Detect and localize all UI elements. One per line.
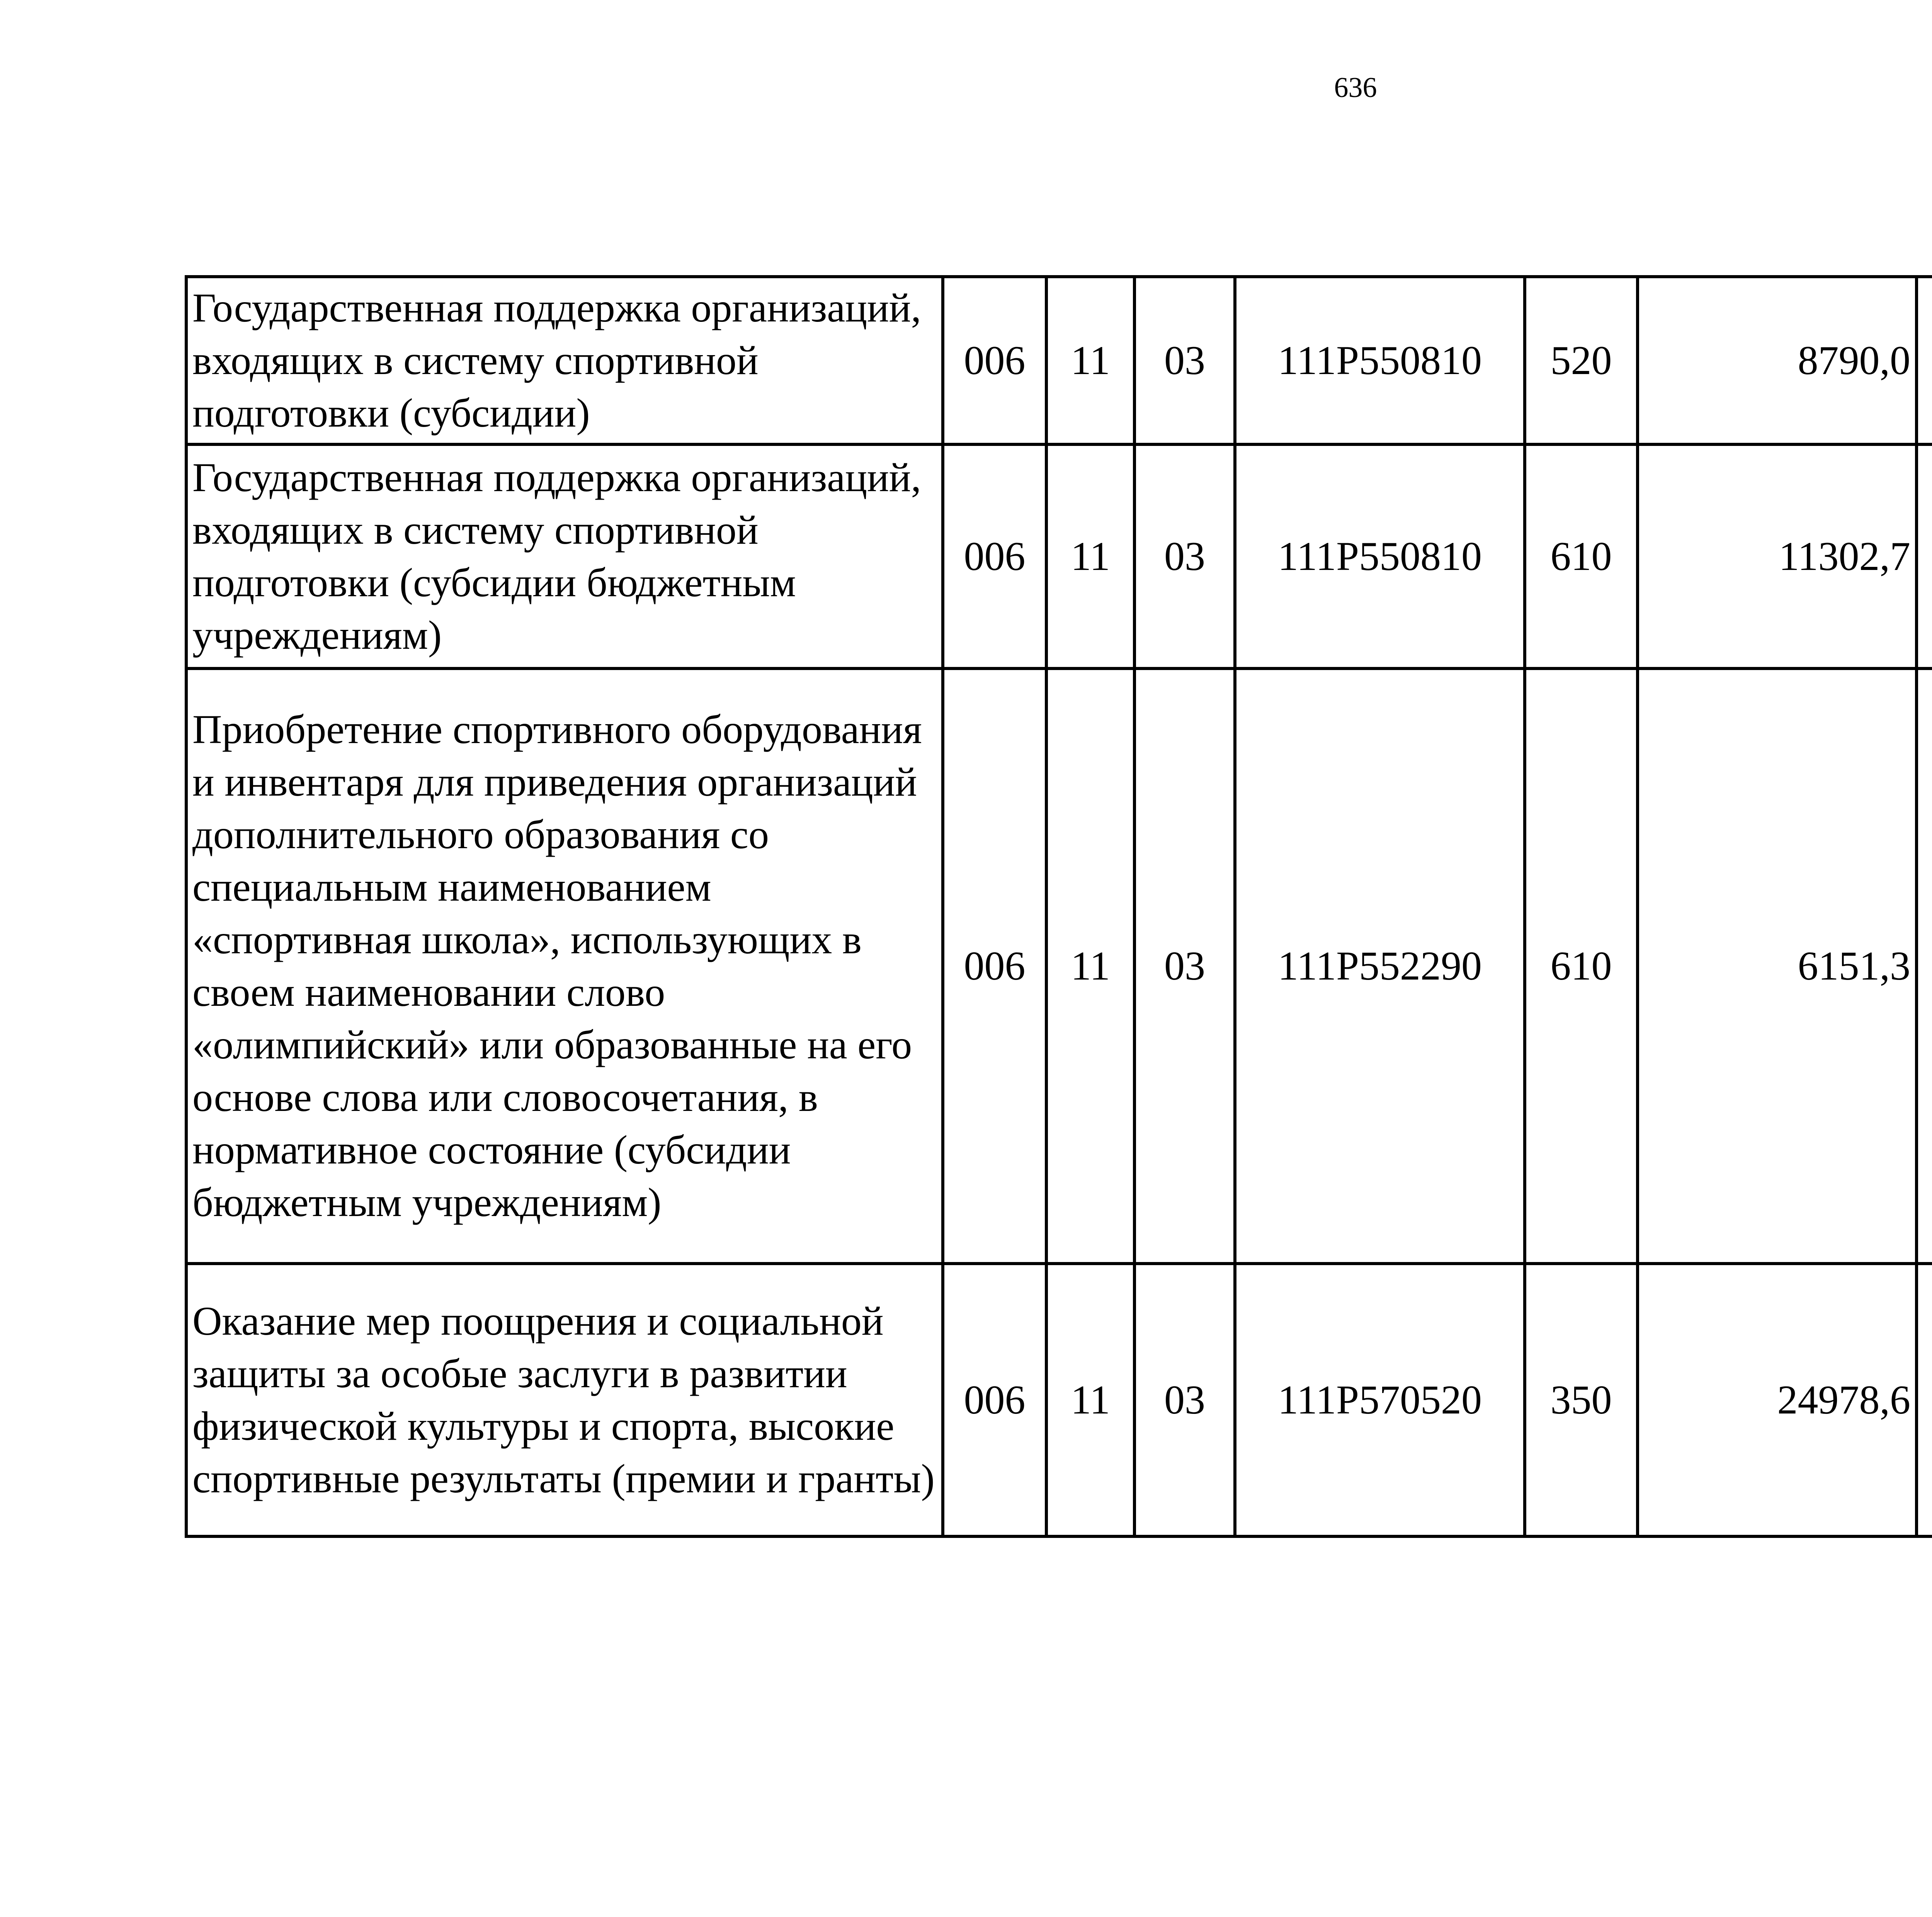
- ministry-code: 006: [943, 444, 1046, 668]
- row-name: Государственная поддержка организаций, входящих в систему спортивной подготовки (субсидии): [186, 277, 943, 444]
- ministry-code: 006: [943, 277, 1046, 444]
- expense-type-code: 610: [1525, 668, 1638, 1264]
- budget-table: [185, 275, 1932, 1538]
- table-row: [186, 668, 1932, 1264]
- row-name: Государственная поддержка организаций, входящих в систему спортивной подготовки (субсидии бюджетным учреждениям): [186, 444, 943, 668]
- section-code: 11: [1046, 444, 1134, 668]
- expense-type-code: 520: [1525, 277, 1638, 444]
- target-article-code: 111Р570520: [1235, 1264, 1525, 1536]
- row-name: Оказание мер поощрения и социальной защиты за особые заслуги в развитии физической культуры и спорта, высокие спортивные результаты (премии и гранты): [186, 1264, 943, 1536]
- table-row: [186, 277, 1932, 444]
- ministry-code: 006: [943, 668, 1046, 1264]
- ministry-code: 006: [943, 1264, 1046, 1536]
- row-name: Приобретение спортивного оборудования и инвентаря для приведения организаций дополнительного образования со специальным наименованием «спортивная школа», использующих в своем наименовании слово «олимпийский» или образованные на его основе слова или словосочетания, в нормативное состояние (субсидии бюджетным учреждениям): [186, 668, 943, 1264]
- amount-1: 11302,7: [1638, 444, 1917, 668]
- expense-type-code: 610: [1525, 444, 1638, 668]
- subsection-code: 03: [1134, 444, 1235, 668]
- section-code: 11: [1046, 1264, 1134, 1536]
- amount-2: [1917, 668, 1932, 1264]
- amount-2: [1917, 1264, 1932, 1536]
- section-code: 11: [1046, 277, 1134, 444]
- page-number: 636: [1334, 72, 1377, 104]
- subsection-code: 03: [1134, 668, 1235, 1264]
- amount-1: 8790,0: [1638, 277, 1917, 444]
- amount-2: [1917, 277, 1932, 444]
- target-article-code: 111Р550810: [1235, 444, 1525, 668]
- amount-1: 24978,6: [1638, 1264, 1917, 1536]
- section-code: 11: [1046, 668, 1134, 1264]
- subsection-code: 03: [1134, 1264, 1235, 1536]
- target-article-code: 111Р552290: [1235, 668, 1525, 1264]
- expense-type-code: 350: [1525, 1264, 1638, 1536]
- subsection-code: 03: [1134, 277, 1235, 444]
- table-row: [186, 1264, 1932, 1536]
- amount-1: 6151,3: [1638, 668, 1917, 1264]
- target-article-code: 111Р550810: [1235, 277, 1525, 444]
- amount-2: [1917, 444, 1932, 668]
- table-row: [186, 444, 1932, 668]
